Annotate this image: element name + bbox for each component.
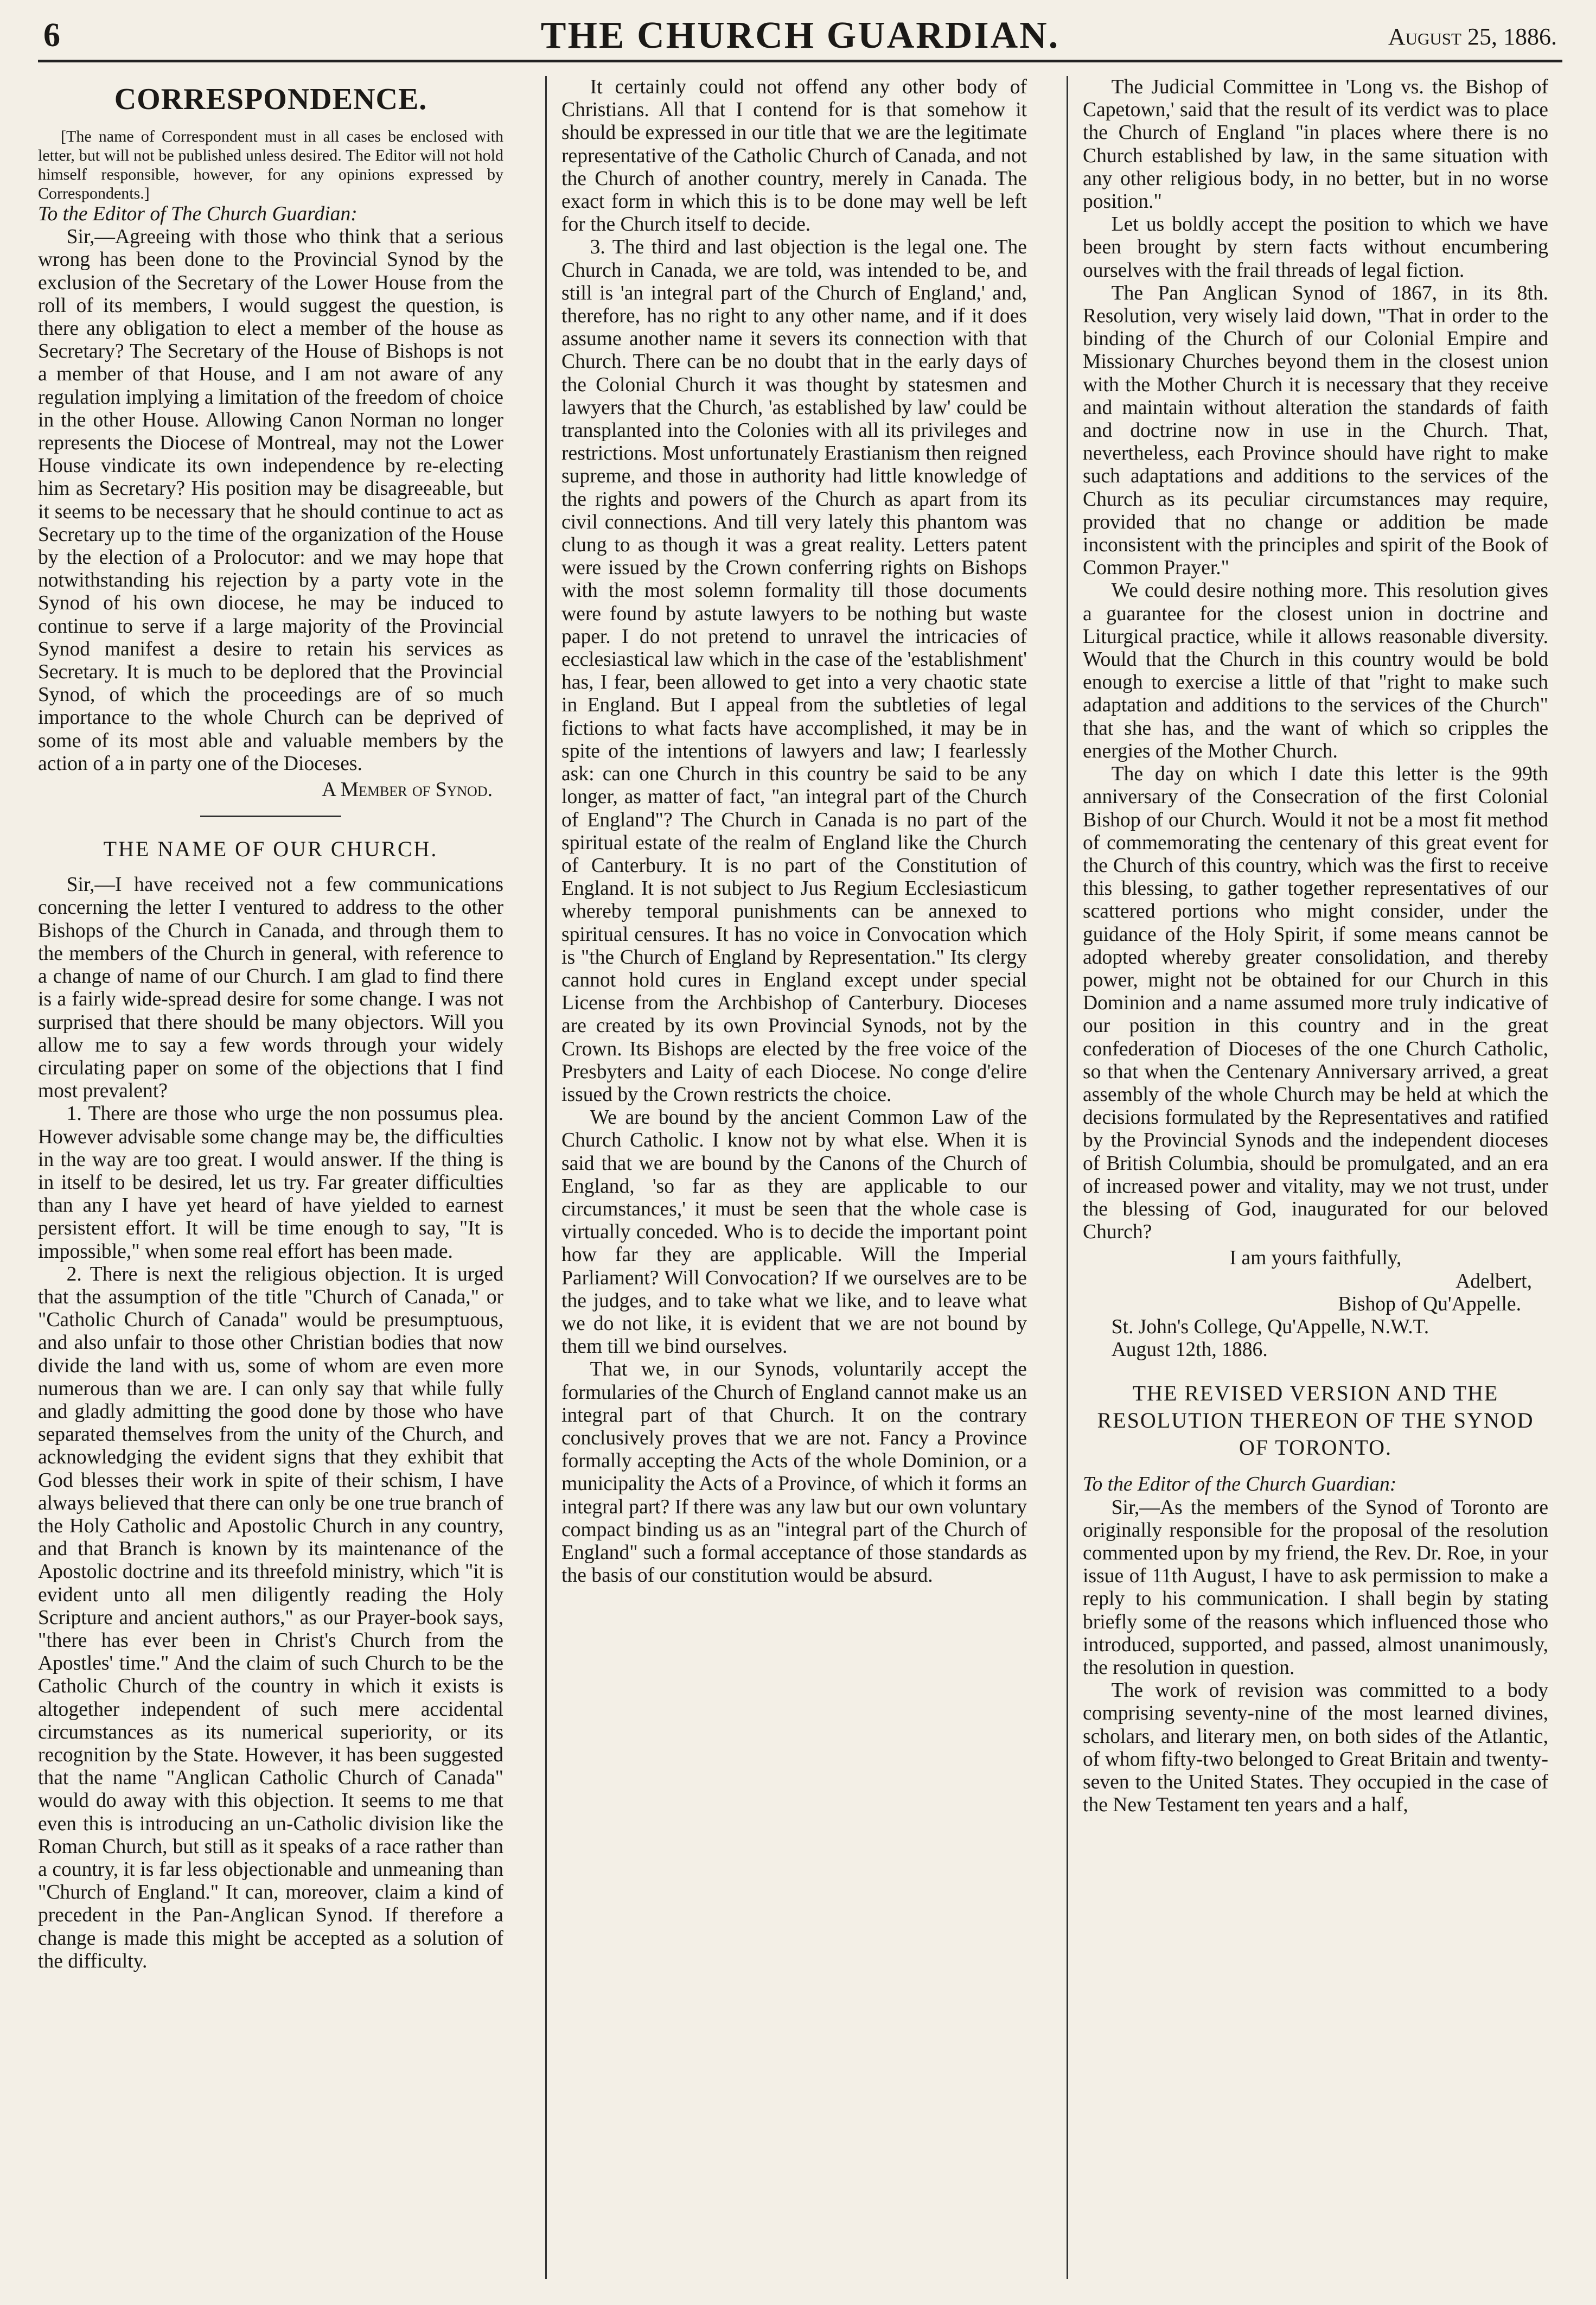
letter2-signature: Adelbert, [1455,1270,1532,1292]
section-heading-correspondence: CORRESPONDENCE. [114,82,427,116]
letter2-paragraph: 3. The third and last objection is the legal one. The Church in Canada, we are told, was intended to be, and still is 'an integral part of the Church of England,' and, therefore, has no right to any other name, and if it does assume another name it severs its connection with that Church. There can be no doubt that in the early days of the Colonial Church it was thought by statesmen and lawyers that the Church, 'as established by law' could be transplanted into the Colonies with all its privileges and restrictions. Most unfortunately Erastianism then reigned supreme, and those in authority had little knowledge of the rights and powers of the Church as apart from its civil connections. And till very lately this phantom was clung to as though it was a great reality. Letters patent were issued by the Crown conferring rights on Bishops with the most solemn formality till those documents were found by astute lawyers to be nothing but waste paper. I do not pretend to unravel the intricacies of ecclesiastical law which in the case of the 'establishment' has, I fear, been allowed to get into a very chaotic state in England. But I appeal from the subtleties of legal fictions to what facts have accomplished, it may be in spite of the intentions of lawyers and law; I fearlessly ask: can one Church in this country be said to be any longer, as matter of fact, "an integral part of the Church of England"? The Church in Canada is no part of the spiritual estate of the realm of England like the Church of Canterbury. It is no part of the Constitution of England. It is not subject to Jus Regium Ecclesiasticum whereby temporal punishments can be annexed to spiritual censures. It has no voice in Convocation which is "the Church of England by Representation." Its clergy cannot hold cures in England except under special License from the Archbishop of Canterbury. Dioceses are created by its own Provincial Synods, not by the Crown. Its Bishops are elected by the free voice of the Presbyters and Laity of each Diocese. No conge d'elire issued by the Crown restricts the choice. [561,236,1027,1106]
letter2-heading: THE NAME OF OUR CHURCH. [103,837,438,862]
letter2-paragraph: That we, in our Synods, voluntarily accept the formularies of the Church of England cannot make us an integral part of that Church. It on the contrary conclusively proves that we are not. Fancy a Province formally accepting the Acts of the whole Dominion, or a municipality the Acts of a Province, of which it forms an integral part? If there was any law but our own voluntary compact binding us as an "integral part of the Church of England" such a formal acceptance of those standards as the basis of our constitution would be absurd. [561,1358,1027,1587]
letter2-paragraph: We are bound by the ancient Common Law of the Church Catholic. I know not by what else. When it is said that we are bound by the Canons of the Church of England, 'so far as they are applicable to our circumstances,' it must be seen that the whole case is virtually conceded. Who is to decide the important point how far they are applicable. Will the Imperial Parliament? Will Convocation? If we ourselves are to be the judges, and to take what we like, and to leave what we do not like, it is evident that we are not bound by them till we bind ourselves. [561,1106,1027,1358]
letter2-place: St. John's College, Qu'Appelle, N.W.T. [1111,1315,1429,1338]
letter1-salutation: To the Editor of The Church Guardian: [38,203,357,225]
column-3 [1083,76,1548,2279]
correspondence-notice: [The name of Correspondent must in all cases be enclosed with letter, but will not be published unless desired. The Editor will not hold himself responsible, however, for any opinions expressed by Correspondents.] [38,128,503,202]
letter2-date: August 12th, 1886. [1111,1339,1268,1361]
letter2-paragraph: The Pan Anglican Synod of 1867, in its 8th. Resolution, very wisely laid down, "That in order to the binding of the Church of our Colonial Empire and Missionary Churches beyond them in the closest union with the Mother Church it is necessary that they receive and maintain without alteration the standards of faith and doctrine now in use in the Church. That, nevertheless, each Province should have right to make such adaptations and additions to the services of the Church as its peculiar circumstances may require, provided that no change or addition be made inconsistent with the principles and spirit of the Book of Common Prayer." [1083,282,1548,580]
letter3-paragraph: Sir,—As the members of the Synod of Toronto are originally responsible for the proposal of the resolution commented upon by my friend, the Rev. Dr. Roe, in your issue of 11th August, I have to ask permission to make a reply to his communication. I shall begin by stating briefly some of the reasons which influenced those who introduced, supported, and passed, almost unanimously, the resolution in question. [1083,1496,1548,1679]
column-2 [561,76,1027,2279]
letter2-paragraph: Sir,—I have received not a few communications concerning the letter I ventured to address to the other Bishops of the Church in Canada, and through them to the members of the Church in general, with reference to a change of name of our Church. I am glad to find there is a fairly wide-spread desire for some change. I was not surprised that there should be many objectors. Will you allow me to say a few words through your widely circulating paper on some of the objections that I find most prevalent? [38,874,503,1103]
column-1 [38,76,503,2279]
newspaper-title: THE CHURCH GUARDIAN. [540,15,1060,56]
letter2-paragraph: We could desire nothing more. This resolution gives a guarantee for the closest union in doctrine and Liturgical practice, while it allows reasonable diversity. Would that the Church in this country would be bold enough to exercise a little of that "right to make such adaptation and additions to the services of the Church" that she has, and the want of which so cripples the energies of the Mother Church. [1083,580,1548,762]
letter3-salutation: To the Editor of the Church Guardian: [1083,1473,1397,1496]
letter1-signature: A Member of Synod. [322,779,493,801]
letter2-paragraph: 1. There are those who urge the non possumus plea. However advisable some change may be, the difficulties in the way are too great. I would answer. If the thing is in itself to be desired, let us try. Far greater difficulties than any I have yet heard of have yielded to earnest persistent effort. It will be time enough to say, "It is impossible," when some real effort has been made. [38,1103,503,1263]
letter2-paragraph: It certainly could not offend any other body of Christians. All that I contend for is that somehow it should be expressed in our title that we are the legitimate representative of the Catholic Church of Canada, and not the Church of another country, merely in Canada. The exact form in which this is to be done may well be left for the Church itself to decide. [561,76,1027,236]
letter2-paragraph: Let us boldly accept the position to which we have been brought by stern facts without encumbering ourselves with the frail threads of legal fiction. [1083,213,1548,282]
letter3-heading: THE REVISED VERSION AND THE RESOLUTION THEREON OF THE SYNOD OF TORONTO. [1097,1381,1534,1460]
letter1-body: Sir,—Agreeing with those who think that a serious wrong has been done to the Provincial Synod by the exclusion of the Secretary of the Lower House from the roll of its members, I would suggest the question, is there any obligation to elect a member of the house as Secretary? The Secretary of the House of Bishops is not a member of that House, and I am not aware of any regulation implying a limitation of the freedom of choice in the other House. Allowing Canon Norman no longer represents the Diocese of Montreal, may not the Lower House vindicate its own independence by re-electing him as Secretary? His position may be disagreeable, but it seems to be necessary that he should continue to act as Secretary up to the time of the organization of the House by the election of a Prolocutor: and we may hope that notwithstanding his rejection by a party vote in the Synod of his own diocese, he may be induced to continue to serve if a large majority of the Provincial Synod manifest a desire to retain his services as Secretary. It is much to be deplored that the Provincial Synod, of which the proceedings are of so much importance to the whole Church can be deprived of some of its most able and valuable members by the action of a in party one of the Dioceses. [38,226,503,775]
column-rule-1 [545,76,547,2279]
letter2-paragraph: The Judicial Committee in 'Long vs. the Bishop of Capetown,' said that the result of its verdict was to place the Church of England "in places where there is no Church established by law, in the same situation with any other religious body, in no better, but in no worse position." [1083,76,1548,213]
letter3-paragraph: The work of revision was committed to a body comprising seventy-nine of the most learned divines, scholars, and literary men, on both sides of the Atlantic, of whom fifty-two belonged to Great Britain and twenty-seven to the United States. They occupied in the case of the New Testament ten years and a half, [1083,1679,1548,1817]
letter2-signature-title: Bishop of Qu'Appelle. [1338,1292,1521,1315]
separator-rule [200,816,341,817]
masthead [38,11,1562,62]
issue-date: August 25, 1886. [1388,23,1557,50]
letter2-paragraph: The day on which I date this letter is the 99th anniversary of the Consecration of the first Colonial Bishop of our Church. Would it not be a most fit method of commemorating the centenary of this great event for the Church of this country, which was the first to receive this blessing, to gather together representatives of our scattered portions who might consider, under the guidance of the Holy Spirit, if some means cannot be adopted whereby greater consolidation, and thereby power, might not be obtained for our Church in this Dominion and a name assumed more truly indicative of our position in this country and in the great confederation of Dioceses of the one Church Catholic, so that when the Centenary Anniversary arrived, a great assembly of the whole Church may be held at which the decisions formulated by the Representatives and ratified by the Provincial Synods and the independent dioceses of British Columbia, should be promulgated, and an era of increased power and vitality, may we not trust, under the blessing of God, inaugurated for our beloved Church? [1083,763,1548,1244]
letter2-closing: I am yours faithfully, [1229,1247,1402,1270]
letter2-paragraph: 2. There is next the religious objection. It is urged that the assumption of the title "Church of Canada," or "Catholic Church of Canada" would be presumptuous, and also unfair to those other Christian bodies that now divide the land with us, some of whom are even more numerous than we are. I can only say that while fully and gladly admitting the good done by those who have separated themselves from the unity of the Church, and acknowledging the evident signs that they exhibit that God blesses their work in spite of their schism, I have always believed that there can only be one true branch of the Holy Catholic and Apostolic Church in any country, and that Branch is known by its maintenance of the Apostolic doctrine and its threefold ministry, which "it is evident unto all men diligently reading the Holy Scripture and ancient authors," as our Prayer-book says, "there has ever been in Christ's Church from the Apostles' time." And the claim of such Church to be the Catholic Church of the country in which it exists is altogether independent of such mere accidental circumstances as its numerical superiority, or its recognition by the State. However, it has been suggested that the name "Anglican Catholic Church of Canada" would do away with this objection. It seems to me that even this is introducing an un-Catholic division like the Roman Church, but still as it speaks of a race rather than a country, it is far less objectionable and unmeaning than "Church of England." It can, moreover, claim a kind of precedent in the Pan-Anglican Synod. If therefore a change is made this might be accepted as a solution of the difficulty. [38,1263,503,1972]
page-number: 6 [43,17,60,54]
column-rule-2 [1067,76,1068,2279]
